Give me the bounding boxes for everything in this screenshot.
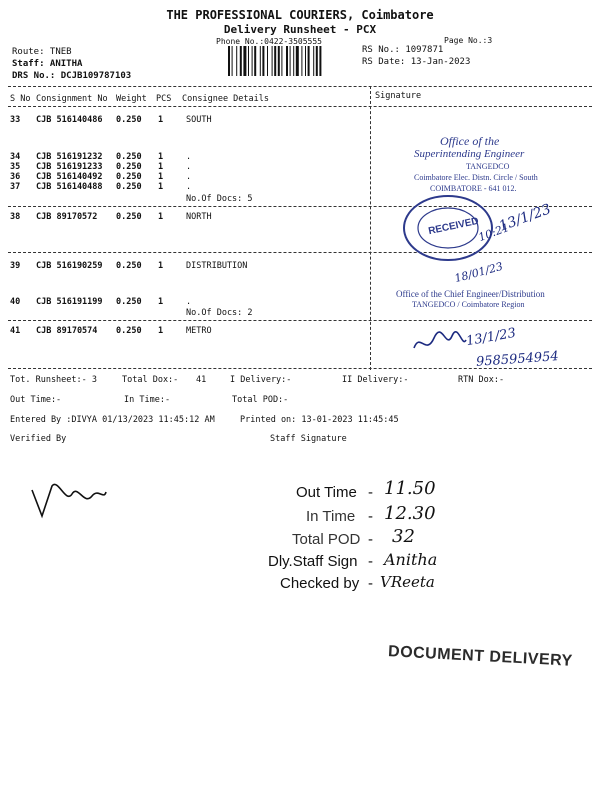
row-weight: 0.250 (116, 212, 142, 222)
row-weight: 0.250 (116, 172, 142, 182)
south-docs-count: No.Of Docs: 5 (186, 194, 253, 204)
manual-dly-staff-label: Dly.Staff Sign (268, 553, 358, 570)
document-delivery-stamp: DOCUMENT DELIVERY (387, 643, 574, 670)
barcode (228, 46, 352, 76)
col-signature: Signature (375, 91, 422, 101)
stamp-office-line2: Superintending Engineer (414, 148, 525, 160)
row-weight: 0.250 (116, 115, 142, 125)
col-weight: Weight (116, 94, 147, 104)
col-consignment: Consignment No (36, 94, 108, 104)
row-details: . (186, 162, 192, 172)
drs-number: DRS No.: DCJB109787103 (12, 71, 132, 81)
stamp-office-line5: COIMBATORE - 641 012. (430, 184, 517, 193)
row-sno: 40 (10, 297, 21, 307)
manual-dash: - (368, 484, 373, 501)
company-name: THE PROFESSIONAL COURIERS, Coimbatore (166, 8, 434, 22)
handwritten-time: 10:21 (476, 220, 511, 245)
staff: Staff: ANITHA (12, 59, 83, 69)
row-consignment: CJB 89170572 (36, 212, 98, 222)
row-sno: 39 (10, 261, 21, 271)
group-rule (8, 206, 592, 207)
manual-dash: - (368, 508, 373, 525)
row-sno: 37 (10, 182, 21, 192)
row-details: METRO (186, 326, 212, 336)
rs-number: RS No.: 1097871 (362, 45, 444, 55)
row-weight: 0.250 (116, 297, 142, 307)
manual-out-time-label: Out Time (296, 484, 357, 501)
stamp-chief-engineer-line2: TANGEDCO / Coimbatore Region (412, 300, 525, 309)
staff-signature: Staff Signature (270, 434, 347, 444)
stamp-office-line4: Coimbatore Elec. Distn. Circle / South (414, 173, 538, 182)
row-details: . (186, 172, 192, 182)
route: Route: TNEB (12, 47, 72, 57)
manual-in-time-value: 12.30 (384, 503, 436, 524)
row-details: SOUTH (186, 115, 212, 125)
row-pcs: 1 (158, 297, 164, 307)
page-number: Page No.:3 (444, 36, 493, 45)
row-consignment: CJB 89170574 (36, 326, 98, 336)
receiver-signature (410, 326, 470, 356)
row-weight: 0.250 (116, 261, 142, 271)
row-consignment: CJB 516191199 (36, 297, 103, 307)
received-text: RECEIVED (427, 215, 480, 238)
stamp-office-line3: TANGEDCO (466, 162, 510, 171)
group-rule (8, 320, 592, 321)
row-consignment: CJB 516140492 (36, 172, 103, 182)
row-consignment: CJB 516140488 (36, 182, 103, 192)
manual-checked-by-value: VReeta (380, 573, 435, 591)
row-sno: 35 (10, 162, 21, 172)
row-details: . (186, 297, 192, 307)
rs-date: RS Date: 13-Jan-2023 (362, 57, 471, 67)
col-pcs: PCS (156, 94, 172, 104)
col-sno: S No (10, 94, 31, 104)
manual-dash: - (368, 531, 373, 548)
row-weight: 0.250 (116, 326, 142, 336)
row-sno: 36 (10, 172, 21, 182)
row-consignment: CJB 516191233 (36, 162, 103, 172)
manual-total-pod-value: 32 (392, 526, 415, 547)
table-bottom-rule (8, 368, 592, 369)
rtn-dox: RTN Dox:- (458, 375, 505, 385)
row-pcs: 1 (158, 212, 164, 222)
col-consignee: Consignee Details (182, 94, 269, 104)
row-sno: 38 (10, 212, 21, 222)
group-rule (8, 252, 592, 253)
i-delivery: I Delivery:- (230, 375, 292, 385)
row-consignment: CJB 516140486 (36, 115, 103, 125)
manual-dash: - (368, 553, 373, 570)
row-pcs: 1 (158, 326, 164, 336)
row-details: . (186, 182, 192, 192)
total-pod-label: Total POD:- (232, 395, 289, 405)
phone-number: Phone No.:0422-3505555 (216, 37, 322, 46)
row-pcs: 1 (158, 115, 164, 125)
row-pcs: 1 (158, 172, 164, 182)
row-weight: 0.250 (116, 162, 142, 172)
row-sno: 33 (10, 115, 21, 125)
distribution-docs-count: No.Of Docs: 2 (186, 308, 253, 318)
manual-dash: - (368, 575, 373, 592)
entered-by: Entered By :DIVYA 01/13/2023 11:45:12 AM (10, 415, 215, 425)
row-sno: 41 (10, 326, 21, 336)
manual-in-time-label: In Time (306, 508, 356, 525)
table-top-rule (8, 86, 592, 87)
ii-delivery: II Delivery:- (342, 375, 409, 385)
row-pcs: 1 (158, 182, 164, 192)
manual-out-time-value: 11.50 (384, 478, 436, 499)
stamp-office-line1: Office of the (440, 134, 500, 148)
row-weight: 0.250 (116, 152, 142, 162)
handwritten-date-3: 13/1/23 (465, 325, 518, 350)
row-details: NORTH (186, 212, 212, 222)
row-pcs: 1 (158, 152, 164, 162)
runsheet-title: Delivery Runsheet - PCX (223, 23, 377, 36)
total-dox-value: 41 (196, 375, 207, 385)
printed-on: Printed on: 13-01-2023 11:45:45 (240, 415, 399, 425)
row-details: DISTRIBUTION (186, 261, 248, 271)
row-consignment: CJB 516191232 (36, 152, 103, 162)
manual-checked-by-label: Checked by (280, 575, 360, 592)
row-details: . (186, 152, 192, 162)
table-header-rule (8, 106, 592, 107)
total-runsheet: Tot. Runsheet:- 3 (10, 375, 97, 385)
row-pcs: 1 (158, 261, 164, 271)
in-time-label: In Time:- (124, 395, 171, 405)
row-pcs: 1 (158, 162, 164, 172)
row-weight: 0.250 (116, 182, 142, 192)
handwritten-date-1: 13/1/23 (496, 201, 554, 235)
stamp-chief-engineer-line1: Office of the Chief Engineer/Distribution (396, 289, 545, 299)
total-dox-label: Total Dox:- (122, 375, 179, 385)
manual-total-pod-label: Total POD (292, 531, 361, 548)
manual-dly-staff-value: Anitha (384, 550, 438, 569)
verifier-signature (26, 476, 110, 524)
handwritten-date-2: 18/01/23 (453, 259, 505, 286)
handwritten-phone: 9585954954 (475, 349, 560, 370)
out-time-label: Out Time:- (10, 395, 62, 405)
row-consignment: CJB 516190259 (36, 261, 103, 271)
verified-by: Verified By (10, 434, 67, 444)
signature-column-rule (370, 86, 371, 370)
row-sno: 34 (10, 152, 21, 162)
